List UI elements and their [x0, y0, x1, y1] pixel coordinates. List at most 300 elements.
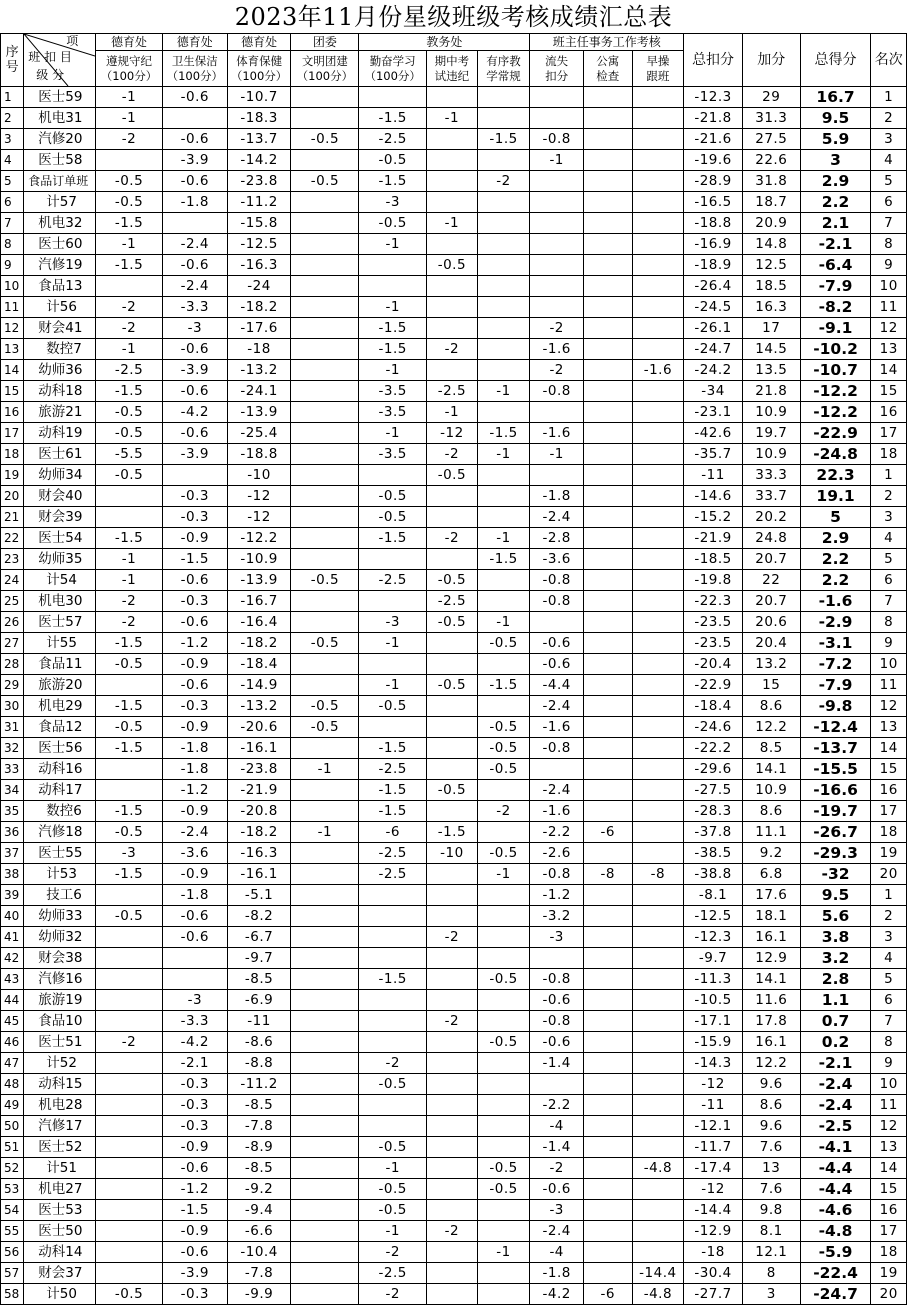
qizhongkaoshi-cell [427, 1242, 478, 1263]
qizhongkaoshi-cell: -2 [427, 339, 478, 360]
weishengbaojie-cell: -0.3 [162, 1284, 227, 1305]
qinfenxuexi-cell: -2 [359, 1284, 427, 1305]
total-deduct-cell: -18 [684, 1242, 743, 1263]
weishengbaojie-cell: -3.9 [162, 150, 227, 171]
tiyubaojian-cell: -15.8 [227, 213, 291, 234]
total-deduct-cell: -21.9 [684, 528, 743, 549]
zunguishouji-cell [96, 1137, 163, 1158]
total-score-cell: 2.8 [800, 969, 871, 990]
qizhongkaoshi-cell [427, 1158, 478, 1179]
qinfenxuexi-cell [359, 1116, 427, 1137]
bonus-cell: 13.5 [742, 360, 800, 381]
zaocaogenban-cell [632, 885, 684, 906]
total-deduct-cell: -28.3 [684, 801, 743, 822]
liushikoufen-cell: -2 [530, 1158, 584, 1179]
total-deduct-cell: -17.4 [684, 1158, 743, 1179]
col-zunguishouji-name: 遵规守纪 [106, 53, 153, 68]
qizhongkaoshi-cell [427, 1200, 478, 1221]
total-score-cell: -2.4 [800, 1095, 871, 1116]
qizhongkaoshi-cell [427, 1032, 478, 1053]
wenmingtuanjian-cell [291, 1284, 359, 1305]
zaocaogenban-cell [632, 1200, 684, 1221]
zaocaogenban-cell [632, 171, 684, 192]
weishengbaojie-cell: -0.3 [162, 1074, 227, 1095]
rank-cell: 16 [871, 1200, 907, 1221]
weishengbaojie-cell: -0.6 [162, 612, 227, 633]
qinfenxuexi-cell [359, 717, 427, 738]
qinfenxuexi-cell: -2 [359, 1053, 427, 1074]
wenmingtuanjian-cell [291, 1137, 359, 1158]
table-row [1, 738, 907, 759]
tiyubaojian-cell: -16.1 [227, 864, 291, 885]
zaocaogenban-cell [632, 1137, 684, 1158]
class-name-cell: 动科19 [24, 423, 96, 444]
rank-cell: 10 [871, 654, 907, 675]
total-deduct-cell: -9.7 [684, 948, 743, 969]
wenmingtuanjian-cell [291, 234, 359, 255]
qinfenxuexi-cell [359, 465, 427, 486]
tiyubaojian-cell: -12 [227, 507, 291, 528]
rank-cell: 11 [871, 1095, 907, 1116]
qinfenxuexi-cell: -1 [359, 234, 427, 255]
total-deduct-cell: -15.2 [684, 507, 743, 528]
qizhongkaoshi-cell [427, 87, 478, 108]
gongyujiancha-cell [584, 570, 633, 591]
weishengbaojie-cell: -0.6 [162, 87, 227, 108]
seq-cell: 26 [1, 612, 24, 633]
weishengbaojie-cell: -1.2 [162, 633, 227, 654]
qinfenxuexi-cell: -1 [359, 423, 427, 444]
qizhongkaoshi-cell [427, 1053, 478, 1074]
zunguishouji-cell [96, 1263, 163, 1284]
qizhongkaoshi-cell: -2 [427, 927, 478, 948]
total-deduct-cell: -35.7 [684, 444, 743, 465]
rank-cell: 13 [871, 717, 907, 738]
youxujiaoxue-cell [477, 318, 530, 339]
weishengbaojie-cell [162, 948, 227, 969]
qinfenxuexi-cell: -1.5 [359, 780, 427, 801]
table-row [1, 465, 907, 486]
total-score-cell: -19.7 [800, 801, 871, 822]
class-name-cell: 动科16 [24, 759, 96, 780]
qinfenxuexi-cell: -1 [359, 1221, 427, 1242]
table-row [1, 1242, 907, 1263]
youxujiaoxue-cell: -1 [477, 1242, 530, 1263]
qinfenxuexi-cell [359, 1095, 427, 1116]
rank-cell: 2 [871, 486, 907, 507]
table-row [1, 297, 907, 318]
zunguishouji-cell: -1.5 [96, 801, 163, 822]
qizhongkaoshi-cell [427, 318, 478, 339]
gongyujiancha-cell [584, 297, 633, 318]
qizhongkaoshi-cell: -1.5 [427, 822, 478, 843]
youxujiaoxue-cell: -0.5 [477, 717, 530, 738]
zunguishouji-cell: -1.5 [96, 213, 163, 234]
total-deduct-cell: -21.6 [684, 129, 743, 150]
zunguishouji-cell: -0.5 [96, 1284, 163, 1305]
tiyubaojian-cell: -7.8 [227, 1116, 291, 1137]
qinfenxuexi-cell: -0.5 [359, 1200, 427, 1221]
rank-cell: 17 [871, 801, 907, 822]
zaocaogenban-cell [632, 1074, 684, 1095]
tiyubaojian-cell: -18 [227, 339, 291, 360]
zunguishouji-cell [96, 1074, 163, 1095]
youxujiaoxue-cell: -0.5 [477, 633, 530, 654]
liushikoufen-cell: -0.8 [530, 591, 584, 612]
liushikoufen-cell [530, 213, 584, 234]
bonus-cell: 14.1 [742, 759, 800, 780]
table-row [1, 1200, 907, 1221]
tiyubaojian-cell: -6.9 [227, 990, 291, 1011]
weishengbaojie-cell: -0.3 [162, 591, 227, 612]
youxujiaoxue-cell [477, 1200, 530, 1221]
qinfenxuexi-cell: -1 [359, 297, 427, 318]
liushikoufen-cell [530, 297, 584, 318]
youxujiaoxue-cell: -1 [477, 444, 530, 465]
wenmingtuanjian-cell [291, 507, 359, 528]
liushikoufen-cell [530, 87, 584, 108]
total-deduct-cell: -17.1 [684, 1011, 743, 1032]
total-score-cell: -9.1 [800, 318, 871, 339]
tiyubaojian-cell: -23.8 [227, 171, 291, 192]
youxujiaoxue-cell [477, 276, 530, 297]
class-name-cell: 计53 [24, 864, 96, 885]
tiyubaojian-cell: -16.3 [227, 843, 291, 864]
seq-cell: 22 [1, 528, 24, 549]
class-name-cell: 医士56 [24, 738, 96, 759]
total-score-cell: -2.5 [800, 1116, 871, 1137]
wenmingtuanjian-cell [291, 1032, 359, 1053]
total-score-cell: -12.2 [800, 402, 871, 423]
total-score-cell: 3.8 [800, 927, 871, 948]
bonus-cell: 3 [742, 1284, 800, 1305]
zunguishouji-cell [96, 1158, 163, 1179]
youxujiaoxue-cell: -0.5 [477, 1158, 530, 1179]
liushikoufen-cell: -1.6 [530, 423, 584, 444]
zaocaogenban-cell [632, 927, 684, 948]
zunguishouji-cell: -0.5 [96, 654, 163, 675]
qinfenxuexi-cell [359, 276, 427, 297]
qinfenxuexi-cell: -3.5 [359, 444, 427, 465]
weishengbaojie-cell: -0.9 [162, 654, 227, 675]
seq-cell: 3 [1, 129, 24, 150]
total-score-cell: -16.6 [800, 780, 871, 801]
table-row [1, 87, 907, 108]
tiyubaojian-cell: -14.2 [227, 150, 291, 171]
weishengbaojie-cell: -0.9 [162, 864, 227, 885]
zaocaogenban-cell [632, 234, 684, 255]
total-score-cell: -32 [800, 864, 871, 885]
class-name-cell: 财会40 [24, 486, 96, 507]
gongyujiancha-cell [584, 612, 633, 633]
class-name-cell: 技工6 [24, 885, 96, 906]
youxujiaoxue-cell [477, 948, 530, 969]
table-row [1, 633, 907, 654]
table-row [1, 549, 907, 570]
total-score-cell: 3 [800, 150, 871, 171]
qinfenxuexi-cell: -3 [359, 612, 427, 633]
tiyubaojian-cell: -8.8 [227, 1053, 291, 1074]
bonus-cell: 16.3 [742, 297, 800, 318]
rank-cell: 7 [871, 591, 907, 612]
gongyujiancha-cell [584, 759, 633, 780]
youxujiaoxue-cell [477, 1221, 530, 1242]
tiyubaojian-cell: -9.7 [227, 948, 291, 969]
zunguishouji-cell: -2 [96, 1032, 163, 1053]
qizhongkaoshi-cell [427, 171, 478, 192]
col-youxujiaoxue-line1: 有序教 [486, 53, 521, 68]
class-name-cell: 汽修20 [24, 129, 96, 150]
seq-cell: 19 [1, 465, 24, 486]
tiyubaojian-cell: -9.9 [227, 1284, 291, 1305]
total-deduct-cell: -12.5 [684, 906, 743, 927]
weishengbaojie-cell: -3.3 [162, 297, 227, 318]
zunguishouji-cell [96, 1179, 163, 1200]
zunguishouji-cell: -0.5 [96, 192, 163, 213]
total-score-cell: 0.7 [800, 1011, 871, 1032]
liushikoufen-cell: -0.8 [530, 1011, 584, 1032]
zaocaogenban-cell [632, 1053, 684, 1074]
total-score-cell: -4.6 [800, 1200, 871, 1221]
total-deduct-cell: -24.2 [684, 360, 743, 381]
wenmingtuanjian-cell [291, 906, 359, 927]
qinfenxuexi-cell: -2.5 [359, 864, 427, 885]
liushikoufen-cell [530, 276, 584, 297]
zunguishouji-cell: -1.5 [96, 528, 163, 549]
youxujiaoxue-cell: -1 [477, 528, 530, 549]
qizhongkaoshi-cell [427, 990, 478, 1011]
zaocaogenban-cell [632, 381, 684, 402]
youxujiaoxue-cell [477, 927, 530, 948]
table-row [1, 528, 907, 549]
zunguishouji-cell [96, 1242, 163, 1263]
qinfenxuexi-cell: -0.5 [359, 1137, 427, 1158]
weishengbaojie-cell: -1.2 [162, 780, 227, 801]
total-score-cell: 2.2 [800, 192, 871, 213]
class-name-cell: 计52 [24, 1053, 96, 1074]
class-name-cell: 医士58 [24, 150, 96, 171]
class-name-cell: 医士52 [24, 1137, 96, 1158]
table-row [1, 1032, 907, 1053]
liushikoufen-cell: -0.6 [530, 990, 584, 1011]
weishengbaojie-cell: -2.1 [162, 1053, 227, 1074]
youxujiaoxue-cell [477, 339, 530, 360]
weishengbaojie-cell: -1.2 [162, 1179, 227, 1200]
table-row [1, 1263, 907, 1284]
group-deyu-3: 德育处 [227, 34, 291, 51]
bonus-cell: 14.8 [742, 234, 800, 255]
youxujiaoxue-cell [477, 150, 530, 171]
total-score-cell: 9.5 [800, 108, 871, 129]
liushikoufen-cell: -1.8 [530, 1263, 584, 1284]
qinfenxuexi-cell: -1 [359, 360, 427, 381]
zunguishouji-cell: -1.5 [96, 738, 163, 759]
total-score-cell: 2.9 [800, 171, 871, 192]
liushikoufen-cell: -3.2 [530, 906, 584, 927]
class-name-cell: 动科14 [24, 1242, 96, 1263]
youxujiaoxue-cell [477, 1284, 530, 1305]
weishengbaojie-cell: -0.3 [162, 507, 227, 528]
zunguishouji-cell: -2.5 [96, 360, 163, 381]
total-score-cell: -4.4 [800, 1179, 871, 1200]
total-score-cell: -7.2 [800, 654, 871, 675]
qizhongkaoshi-cell: -12 [427, 423, 478, 444]
youxujiaoxue-cell [477, 1137, 530, 1158]
qizhongkaoshi-cell [427, 633, 478, 654]
weishengbaojie-cell: -3.9 [162, 444, 227, 465]
seq-cell: 55 [1, 1221, 24, 1242]
class-name-cell: 幼师36 [24, 360, 96, 381]
gongyujiancha-cell [584, 948, 633, 969]
wenmingtuanjian-cell [291, 927, 359, 948]
tiyubaojian-cell: -16.3 [227, 255, 291, 276]
total-deduct-cell: -20.4 [684, 654, 743, 675]
total-deduct-cell: -42.6 [684, 423, 743, 444]
wenmingtuanjian-cell [291, 276, 359, 297]
weishengbaojie-cell: -0.9 [162, 717, 227, 738]
liushikoufen-cell [530, 192, 584, 213]
bonus-cell: 6.8 [742, 864, 800, 885]
rank-cell: 13 [871, 339, 907, 360]
seq-cell: 20 [1, 486, 24, 507]
weishengbaojie-cell: -3.3 [162, 1011, 227, 1032]
weishengbaojie-cell: -1.8 [162, 738, 227, 759]
tiyubaojian-cell: -11.2 [227, 192, 291, 213]
total-score-cell: 2.2 [800, 549, 871, 570]
qizhongkaoshi-cell: -0.5 [427, 612, 478, 633]
table-row [1, 780, 907, 801]
liushikoufen-cell: -4.2 [530, 1284, 584, 1305]
qizhongkaoshi-cell [427, 192, 478, 213]
qizhongkaoshi-cell [427, 885, 478, 906]
gongyujiancha-cell [584, 423, 633, 444]
qinfenxuexi-cell: -0.5 [359, 1179, 427, 1200]
gongyujiancha-cell [584, 549, 633, 570]
total-deduct-cell: -30.4 [684, 1263, 743, 1284]
class-name-cell: 机电28 [24, 1095, 96, 1116]
zaocaogenban-cell [632, 129, 684, 150]
class-name-cell: 财会41 [24, 318, 96, 339]
qizhongkaoshi-cell: -0.5 [427, 570, 478, 591]
tiyubaojian-cell: -18.2 [227, 633, 291, 654]
youxujiaoxue-cell [477, 465, 530, 486]
table-row [1, 402, 907, 423]
rank-cell: 8 [871, 1032, 907, 1053]
rank-cell: 6 [871, 990, 907, 1011]
gongyujiancha-cell [584, 381, 633, 402]
wenmingtuanjian-cell [291, 675, 359, 696]
gongyujiancha-cell [584, 717, 633, 738]
class-name-cell: 医士50 [24, 1221, 96, 1242]
rank-cell: 4 [871, 150, 907, 171]
qizhongkaoshi-cell: -2.5 [427, 591, 478, 612]
gongyujiancha-cell [584, 969, 633, 990]
total-score-cell: -24.8 [800, 444, 871, 465]
total-deduct-cell: -24.6 [684, 717, 743, 738]
gongyujiancha-cell [584, 843, 633, 864]
zunguishouji-cell: -2 [96, 612, 163, 633]
col-gongyujiancha-line2: 检查 [596, 68, 620, 83]
table-row [1, 1095, 907, 1116]
qinfenxuexi-cell [359, 591, 427, 612]
weishengbaojie-cell: -0.6 [162, 381, 227, 402]
table-row [1, 927, 907, 948]
table-row [1, 654, 907, 675]
liushikoufen-cell [530, 759, 584, 780]
table-row [1, 108, 907, 129]
class-name-cell: 食品11 [24, 654, 96, 675]
qizhongkaoshi-cell [427, 360, 478, 381]
total-score-cell: -12.4 [800, 717, 871, 738]
table-row [1, 1221, 907, 1242]
zaocaogenban-cell [632, 150, 684, 171]
corner-item-label: 项 [66, 34, 79, 48]
rank-cell: 13 [871, 1137, 907, 1158]
table-row [1, 1053, 907, 1074]
zunguishouji-cell [96, 507, 163, 528]
bonus-cell: 17.6 [742, 885, 800, 906]
bonus-cell: 8.6 [742, 801, 800, 822]
youxujiaoxue-cell [477, 696, 530, 717]
class-name-cell: 汽修16 [24, 969, 96, 990]
zaocaogenban-cell [632, 633, 684, 654]
col-youxujiaoxue-line2: 学常规 [486, 68, 521, 83]
bonus-cell: 8 [742, 1263, 800, 1284]
wenmingtuanjian-cell [291, 948, 359, 969]
liushikoufen-cell: -2.8 [530, 528, 584, 549]
liushikoufen-cell: -3.6 [530, 549, 584, 570]
class-name-cell: 计51 [24, 1158, 96, 1179]
zunguishouji-cell: -0.5 [96, 822, 163, 843]
bonus-cell: 12.1 [742, 1242, 800, 1263]
liushikoufen-cell: -2.4 [530, 780, 584, 801]
qizhongkaoshi-cell [427, 906, 478, 927]
zaocaogenban-cell [632, 1179, 684, 1200]
zaocaogenban-cell [632, 675, 684, 696]
total-deduct-cell: -12 [684, 1074, 743, 1095]
youxujiaoxue-cell [477, 1263, 530, 1284]
rank-cell: 1 [871, 87, 907, 108]
youxujiaoxue-cell [477, 1074, 530, 1095]
zaocaogenban-cell [632, 507, 684, 528]
zunguishouji-cell [96, 885, 163, 906]
bonus-cell: 10.9 [742, 402, 800, 423]
youxujiaoxue-cell [477, 990, 530, 1011]
gongyujiancha-cell [584, 276, 633, 297]
youxujiaoxue-cell [477, 192, 530, 213]
class-name-cell: 汽修17 [24, 1116, 96, 1137]
rank-cell: 9 [871, 633, 907, 654]
youxujiaoxue-cell [477, 885, 530, 906]
total-score-cell: 0.2 [800, 1032, 871, 1053]
qizhongkaoshi-cell [427, 759, 478, 780]
total-deduct-cell: -11.7 [684, 1137, 743, 1158]
corner-bottom-label: 级 分 [36, 68, 65, 82]
weishengbaojie-cell: -0.6 [162, 1158, 227, 1179]
liushikoufen-cell: -1.4 [530, 1137, 584, 1158]
seq-cell: 23 [1, 549, 24, 570]
wenmingtuanjian-cell [291, 318, 359, 339]
qizhongkaoshi-cell [427, 1263, 478, 1284]
wenmingtuanjian-cell [291, 549, 359, 570]
zaocaogenban-cell: -8 [632, 864, 684, 885]
liushikoufen-cell: -1.6 [530, 717, 584, 738]
zaocaogenban-cell [632, 1032, 684, 1053]
youxujiaoxue-cell [477, 360, 530, 381]
group-banzhuren: 班主任事务工作考核 [530, 34, 684, 51]
total-deduct-cell: -22.3 [684, 591, 743, 612]
gongyujiancha-cell [584, 1095, 633, 1116]
